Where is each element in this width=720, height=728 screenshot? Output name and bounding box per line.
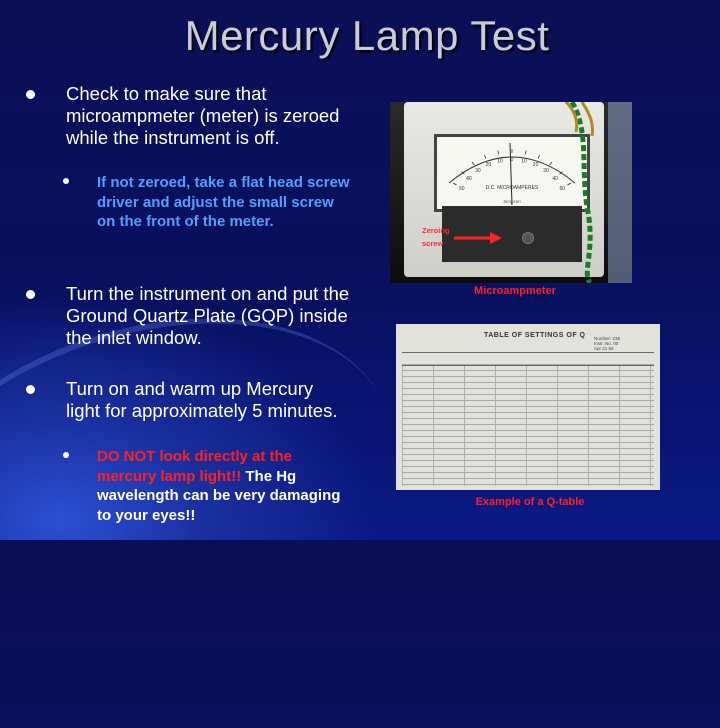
wires-graphic	[390, 102, 632, 283]
subbullet-2-text	[97, 447, 347, 525]
warning-text: DO NOT look directly at the mercury lamp light!!	[97, 448, 293, 485]
slide-title: Mercury Lamp Test	[184, 12, 550, 59]
q-table-header-line: Number: 235	[594, 336, 621, 341]
dial-label: D.C. MICROAMPERES	[485, 185, 539, 191]
microampmeter-photo	[390, 102, 632, 283]
microampmeter-caption: Microampmeter	[474, 285, 556, 297]
q-table-header-line: Instr. No. 00	[594, 341, 619, 346]
bullet-dot	[26, 290, 35, 299]
scale-label: 10	[521, 158, 527, 165]
scale-label: 40	[552, 176, 558, 183]
subbullet-dot	[63, 178, 69, 184]
bullet-dot	[26, 385, 35, 394]
subbullet-dot	[63, 452, 69, 458]
subbullet-1-text: If not zeroed, take a flat head screw driver and adjust the small screw on the front of the meter.	[97, 174, 350, 230]
q-table-photo	[396, 324, 660, 490]
scale-label: 0	[510, 157, 514, 163]
scale-label: 50	[559, 186, 566, 192]
warning-rest: The Hg wavelength can be very damaging to your eyes!!	[97, 467, 341, 524]
annotation-line-1: Zeroing	[422, 226, 450, 235]
annotation-line-2: screw	[422, 239, 444, 248]
scale-label: 10	[497, 158, 503, 165]
dial-brand: Simpson	[503, 199, 521, 204]
scale-label: 20	[485, 162, 492, 169]
bullet-3-text: Turn on and warm up Mercury light for approximately 5 minutes.	[66, 378, 338, 421]
scale-label: 40	[466, 176, 472, 183]
q-table-header-info	[594, 336, 620, 351]
bullet-2-text: Turn the instrument on and put the Ground Quartz Plate (GQP) inside the inlet window.	[66, 283, 350, 348]
scale-label: 30	[543, 168, 549, 175]
bullet-1-text: Check to make sure that microampmeter (meter) is zeroed while the instrument is off.	[66, 83, 340, 148]
q-table-caption: Example of a Q-table	[475, 496, 585, 508]
q-table-header-line: Apr 21 56	[594, 346, 614, 351]
scale-label: 50	[458, 186, 465, 192]
q-table-rows	[402, 364, 654, 486]
scale-label: 30	[475, 168, 481, 175]
scale-label: 20	[532, 162, 539, 169]
q-table-title: TABLE OF SETTINGS OF Q	[484, 332, 586, 339]
bullet-dot	[26, 90, 35, 99]
